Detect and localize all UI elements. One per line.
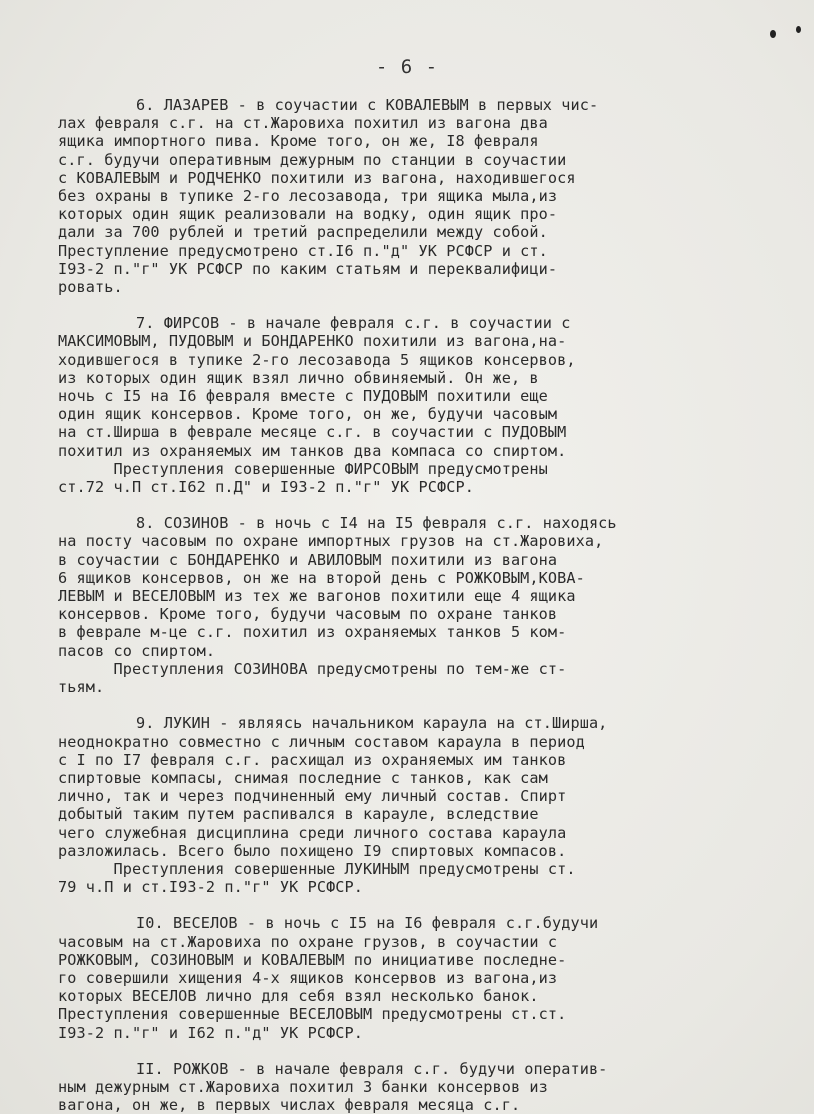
text-line: 9. ЛУКИН - являясь начальником караула на ст.Ширша, [136,714,608,733]
text-line: ЛЕВЫМ и ВЕСЕЛОВЫМ из тех же вагонов похитили еще 4 ящика [58,587,576,606]
text-line: в соучастии с БОНДАРЕНКО и АВИЛОВЫМ похитили из вагона [58,550,558,569]
text-line: лах февраля с.г. на ст.Жаровиха похитил из вагона два [58,114,548,133]
text-line: ст.72 ч.П ст.I62 п.Д" и I93-2 п."г" УК РСФСР. [58,478,474,497]
text-line: лично, так и через подчиненный ему личный состав. Спирт [58,787,567,806]
paragraph-7 [58,314,748,496]
paragraph-10 [58,914,748,1041]
paragraph-9 [58,714,748,896]
text-line: чего служебная дисциплина среди личного состава караула [58,823,567,842]
text-line: ящика импортного пива. Кроме того, он же, I8 февраля [58,132,539,151]
text-line: ровать. [58,278,123,297]
text-line: спиртовые компасы, снимая последние с танков, как сам [58,768,548,787]
page-number: - 6 - [375,56,439,78]
text-line: Преступления совершенные ФИРСОВЫМ предусмотрены [58,459,548,478]
text-line: с.г. будучи оперативным дежурным по станции в соучастии [58,150,567,169]
text-line: без охраны в тупике 2-го лесозавода, три ящика мыла,из [58,187,558,206]
text-line: часовым на ст.Жаровиха по охране грузов, в соучастии с [58,932,558,951]
text-line: один ящик консервов. Кроме того, он же, будучи часовым [58,405,558,424]
text-line: тьям. [58,678,105,697]
text-line: I0. ВЕСЕЛОВ - в ночь с I5 на I6 февраля с.г.будучи [136,914,599,933]
text-line: Преступление предусмотрено ст.I6 п."д" УК РСФСР и ст. [58,241,548,260]
paragraph-8 [58,514,748,696]
text-line: II. РОЖКОВ - в начале февраля с.г. будучи оператив- [136,1059,608,1078]
text-line: которых ВЕСЕЛОВ лично для себя взял несколько банок. [58,987,539,1006]
text-line: консервов. Кроме того, будучи часовым по охране танков [58,605,558,624]
text-line: Преступления совершенные ЛУКИНЫМ предусмотрены ст. [58,859,576,878]
text-line: Преступления СОЗИНОВА предусмотрены по тем-же ст- [58,659,567,678]
text-line: го совершили хищения 4-х ящиков консервов из вагона,из [58,968,558,987]
text-line: 7. ФИРСОВ - в начале февраля с.г. в соучастии с [136,314,571,333]
text-line: дали за 700 рублей и третий распределили между собой. [58,223,548,242]
text-line: на ст.Ширша в феврале месяце с.г. в соучастии с ПУДОВЫМ [58,423,567,442]
text-line: ным дежурным ст.Жаровиха похитил 3 банки консервов из [58,1077,548,1096]
document-body [58,96,748,1114]
text-line: вагона, он же, в первых числах февраля месяца с.г. [58,1096,521,1114]
text-line: добытый таким путем распивался в карауле, вследствие [58,805,539,824]
text-line: на посту часовым по охране импортных грузов на ст.Жаровиха, [58,532,604,551]
text-line: ходившегося в тупике 2-го лесозавода 5 ящиков консервов, [58,350,576,369]
text-line: ночь с I5 на I6 февраля вместе с ПУДОВЫМ похитили еще [58,387,548,406]
text-line: 6 ящиков консервов, он же на второй день с РОЖКОВЫМ,КОВА- [58,568,585,587]
text-line: РОЖКОВЫМ, СОЗИНОВЫМ и КОВАЛЕВЫМ по инициативе последне- [58,950,567,969]
paragraph-6 [58,96,748,296]
text-line: 8. СОЗИНОВ - в ночь с I4 на I5 февраля с.г. находясь [136,514,617,533]
text-line: похитил из охраняемых им танков два компаса со спиртом. [58,441,567,460]
text-line: I93-2 п."г" УК РСФСР по каким статьям и переквалифици- [58,259,558,278]
scan-spot-decoration [770,30,776,38]
text-line: 79 ч.П и ст.I93-2 п."г" УК РСФСР. [58,878,364,897]
text-line: разложилась. Всего было похищено I9 спиртовых компасов. [58,841,567,860]
text-line: из которых один ящик взял лично обвиняемый. Он же, в [58,368,539,387]
text-line: с КОВАЛЕВЫМ и РОДЧЕНКО похитили из вагона, находившегося [58,168,576,187]
text-line: пасов со спиртом. [58,641,216,660]
text-line: Преступления совершенные ВЕСЕЛОВЫМ предусмотрены ст.ст. [58,1005,567,1024]
text-line: I93-2 п."г" и I62 п."д" УК РСФСР. [58,1023,364,1042]
scan-spot-decoration [796,26,801,33]
text-line: которых один ящик реализовали на водку, один ящик про- [58,205,558,224]
text-line: МАКСИМОВЫМ, ПУДОВЫМ и БОНДАРЕНКО похитили из вагона,на- [58,332,567,351]
text-line: с I по I7 февраля с.г. расхищал из охраняемых им танков [58,750,567,769]
text-line: 6. ЛАЗАРЕВ - в соучастии с КОВАЛЕВЫМ в первых чис- [136,96,599,114]
text-line: неоднократно совместно с личным составом караула в период [58,732,585,751]
paragraph-11 [58,1060,748,1114]
text-line: в феврале м-це с.г. похитил из охраняемых танков 5 ком- [58,623,567,642]
